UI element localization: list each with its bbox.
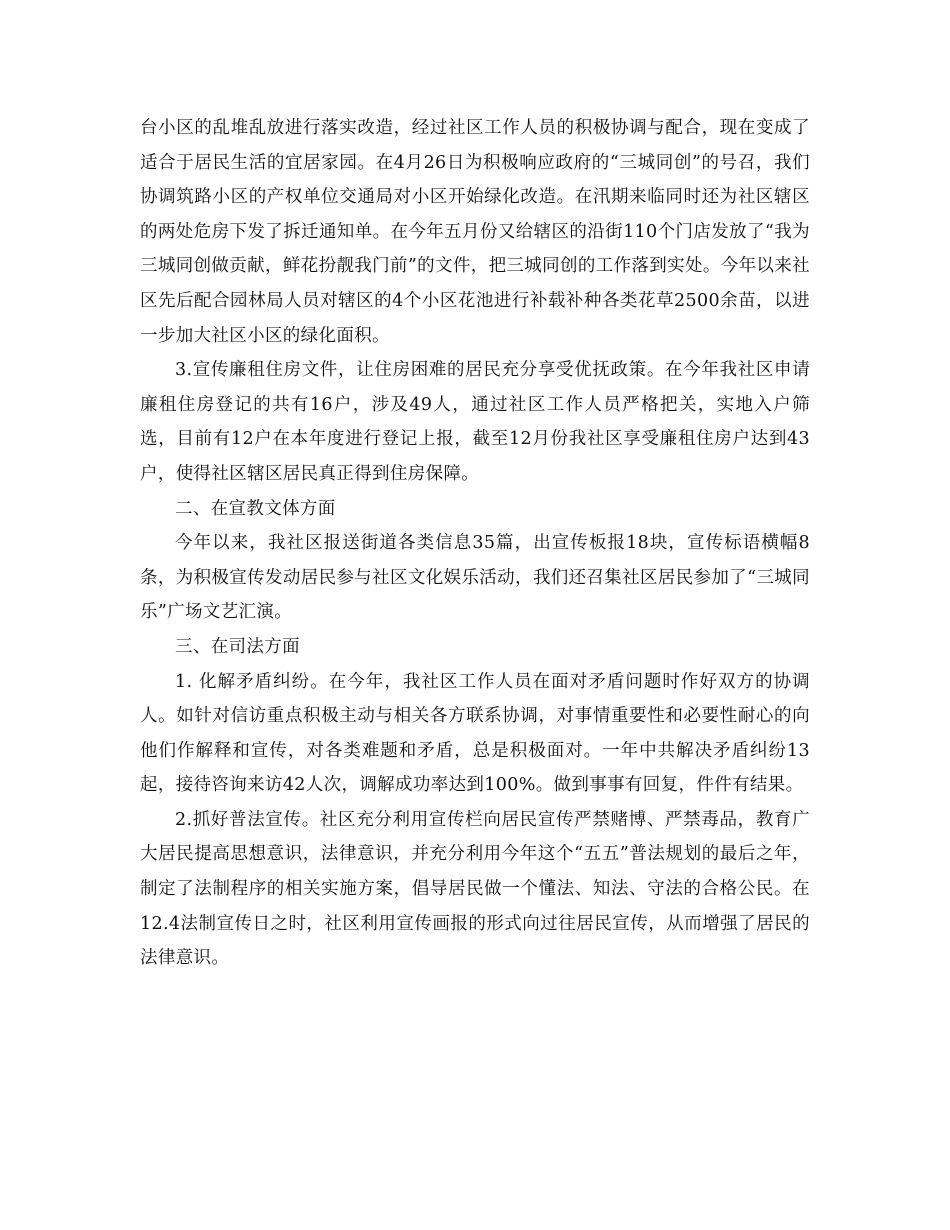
section-heading-publicity-culture: 二、在宣教文体方面 xyxy=(175,498,336,519)
document-body xyxy=(140,111,810,976)
paragraph-publicity-culture: 今年以来，我社区报送街道各类信息35篇，出宣传板报18块，宣传标语横幅8条，为积极宣传发动居民参与社区文化娱乐活动，我们还召集社区居民参加了“三城同乐”广场文艺汇演。 xyxy=(140,533,810,623)
paragraph-legal-education: 2.抓好普法宣传。社区充分利用宣传栏向居民宣传严禁赌博、严禁毒品，教育广大居民提高思想意识，法律意识，并充分利用今年这个“五五”普法规划的最后之年，制定了法制程序的相关实施方案，倡导居民做一个懂法、知法、守法的合格公民。在12.4法制宣传日之时，社区利用宣传画报的形式向过往居民宣传，从而增强了居民的法律意识。 xyxy=(140,809,810,969)
paragraph-dispute-resolution: 1. 化解矛盾纠纷。在今年，我社区工作人员在面对矛盾问题时作好双方的协调人。如针对信访重点积极主动与相关各方联系协调，对事情重要性和必要性耐心的向他们作解释和宣传，对各类难题和矛盾，总是积极面对。一年中共解决矛盾纠纷13起，接待咨询来访42人次，调解成功率达到100%。做到事事有回复，件件有结果。 xyxy=(140,671,810,796)
paragraph-low-rent-housing: 3.宣传廉租住房文件，让住房困难的居民充分享受优抚政策。在今年我社区申请廉租住房登记的共有16户，涉及49人，通过社区工作人员严格把关，实地入户筛选，目前有12户在本年度进行登记上报，截至12月份我社区享受廉租住房户达到43户，使得社区辖区居民真正得到住房保障。 xyxy=(140,360,810,484)
paragraph-greening-renovation: 台小区的乱堆乱放进行落实改造，经过社区工作人员的积极协调与配合，现在变成了适合于居民生活的宜居家园。在4月26日为积极响应政府的“三城同创”的号召，我们协调筑路小区的产权单位交通局对小区开始绿化改造。在汛期来临同时还为社区辖区的两处危房下发了拆迁通知单。在今年五月份又给辖区的沿街110个门店发放了“我为三城同创做贡献，鲜花扮靓我门前”的文件，把三城同创的工作落到实处。今年以来社区先后配合园林局人员对辖区的4个小区花池进行补载补种各类花草2500余苗，以进一步加大社区小区的绿化面积。 xyxy=(140,118,810,346)
section-heading-judicial: 三、在司法方面 xyxy=(175,636,300,657)
